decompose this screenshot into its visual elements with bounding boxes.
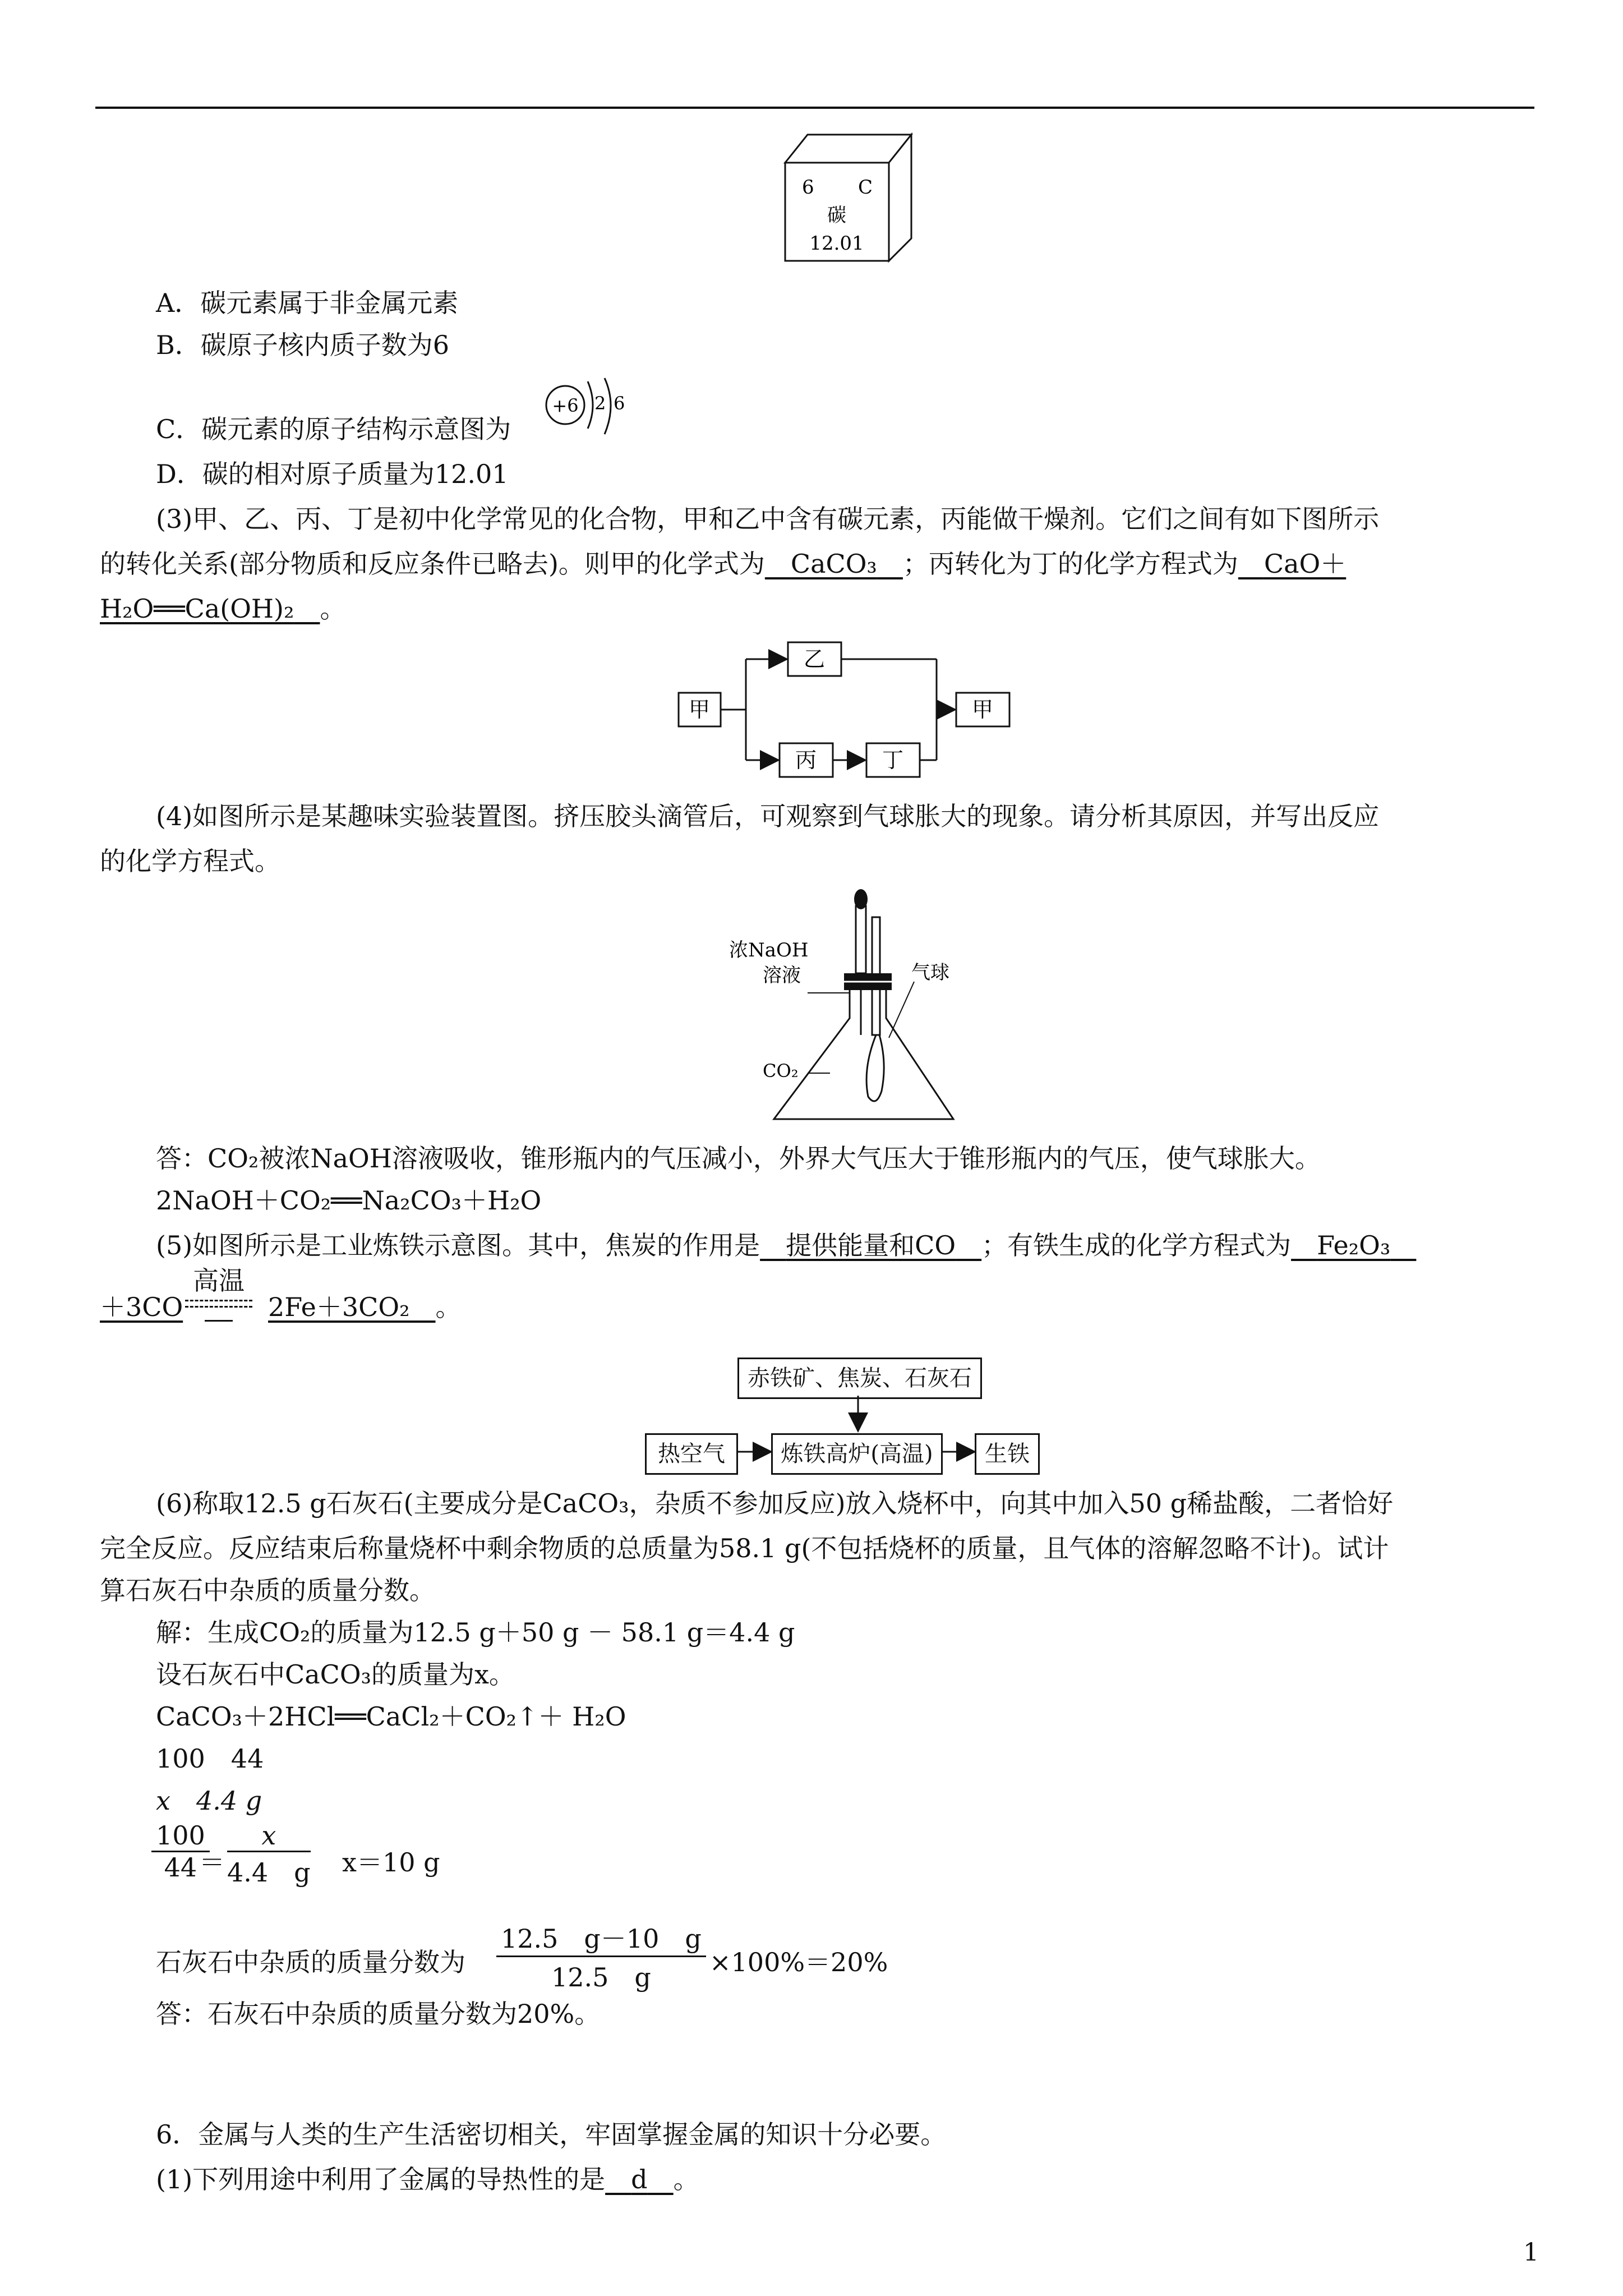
element-mass: 12.01 [809, 232, 864, 255]
q6-fraction-2-den: 4.4 g [227, 1857, 311, 1888]
q4-line2: 的化学方程式。 [100, 846, 280, 876]
element-symbol: C [858, 176, 873, 199]
atom-shell-2: 6 [614, 393, 625, 414]
flow1-jia-left: 甲 [688, 697, 711, 722]
flow2-raw-materials: 赤铁矿、焦炭、石灰石 [737, 1358, 982, 1399]
atom-nucleus: +6 [552, 395, 579, 416]
flow-diagram-1 [673, 637, 1021, 783]
q6-solution-5: x 4.4 g [156, 1786, 262, 1816]
flow1-ding: 丁 [882, 748, 904, 772]
q6-fraction-3-den: 12.5 g [551, 1962, 651, 1993]
apparatus-label-co2: CO₂ [763, 1060, 799, 1082]
atom-structure-diagram [538, 376, 639, 449]
element-number: 6 [802, 176, 814, 199]
q6-fraction-3-num: 12.5 g－10 g [496, 1918, 706, 1957]
q6-solution-7-post: ×100%＝20% [709, 1947, 888, 1977]
q6b-sub1: (1)下列用途中利用了金属的导热性的是__d__。 [156, 2164, 699, 2194]
option-a: A．碳元素属于非金属元素 [156, 288, 459, 318]
q6-solution-1: 解：生成CO₂的质量为12.5 g＋50 g － 58.1 g＝4.4 g [156, 1617, 795, 1648]
q6-line1: (6)称取12.5 g石灰石(主要成分是CaCO₃，杂质不参加反应)放入烧杯中，向其中加入50 g稀盐酸，二者恰好 [156, 1488, 1394, 1519]
q3-answer2a: __CaO＋ [1238, 549, 1347, 579]
element-name: 碳 [827, 204, 846, 227]
q6-fraction-3 [496, 1918, 706, 1994]
apparatus-label-naoh-2: 溶液 [763, 964, 801, 987]
q5-line2 [100, 1290, 183, 1324]
q5-answer2c: 2Fe＋3CO₂ [268, 1292, 410, 1322]
apparatus-label-naoh-1: 浓NaOH [729, 939, 809, 961]
flow1-yi: 乙 [803, 647, 826, 671]
apparatus-label-balloon: 气球 [911, 961, 949, 984]
apparatus-diagram [729, 884, 998, 1125]
flow1-jia-right: 甲 [971, 697, 994, 722]
q6-line3: 算石灰石中杂质的质量分数。 [100, 1575, 435, 1605]
q3-line1: (3)甲、乙、丙、丁是初中化学常见的化合物，甲和乙中含有碳元素，丙能做干燥剂。它们之间有如下图所示 [156, 504, 1380, 534]
q3-line2-pre: 的转化关系(部分物质和反应条件已略去)。则甲的化学式为 [100, 549, 765, 579]
q5-line1-pre: (5)如图所示是工业炼铁示意图。其中，焦炭的作用是 [156, 1230, 760, 1260]
q5-answer2b: ＋3CO [100, 1292, 183, 1322]
flow1-bing: 丙 [795, 748, 817, 772]
q6-solution-2: 设石灰石中CaCO₃的质量为x。 [156, 1659, 515, 1690]
q5-line1-mid: ；有铁生成的化学方程式为 [981, 1230, 1292, 1260]
top-rule [95, 107, 1534, 109]
q6-fraction-1-num: 100 [151, 1820, 210, 1852]
q6-line2: 完全反应。反应结束后称量烧杯中剩余物质的总质量为58.1 g(不包括烧杯的质量，且气体的溶解忽略不计)。试计 [100, 1533, 1389, 1563]
q3-answer1: __CaCO₃__ [764, 549, 903, 579]
q3-line2-mid: ；丙转化为丁的化学方程式为 [902, 549, 1238, 579]
atom-shell-1: 2 [594, 393, 606, 414]
q6b-sub1-answer: __d__ [605, 2164, 674, 2194]
page-number: 1 [1523, 2238, 1539, 2267]
flow2-hot-air: 热空气 [645, 1433, 738, 1475]
q6-result-x: x＝10 g [342, 1847, 440, 1878]
q5-answer2a: __Fe₂O₃__ [1291, 1230, 1417, 1260]
q4-line1: (4)如图所示是某趣味实验装置图。挤压胶头滴管后，可观察到气球胀大的现象。请分析其原因，并写出反应 [156, 801, 1380, 831]
option-b: B．碳原子核内质子数为6 [156, 330, 450, 360]
q3-line3: H₂O══Ca(OH)₂__。 [100, 593, 346, 624]
q6b-title: 6．金属与人类的生产生活密切相关，牢固掌握金属的知识十分必要。 [156, 2119, 947, 2150]
q5-condition [185, 1265, 252, 1322]
flow2-furnace: 炼铁高炉(高温) [771, 1433, 943, 1475]
option-c: C．碳元素的原子结构示意图为 [156, 414, 511, 444]
q3-answer2b: H₂O══Ca(OH)₂ [100, 593, 294, 624]
q6-answer: 答：石灰石中杂质的质量分数为20%。 [156, 1999, 601, 2029]
q4-answer-equation: 2NaOH＋CO₂══Na₂CO₃＋H₂O [156, 1185, 542, 1216]
q4-answer-line1: 答：CO₂被浓NaOH溶液吸收，锥形瓶内的气压减小，外界大气压大于锥形瓶内的气压，使气球胀大。 [156, 1143, 1321, 1174]
q5-condition-text: 高温 [193, 1266, 245, 1296]
q6-solution-7-pre: 石灰石中杂质的质量分数为 [156, 1947, 465, 1977]
q5-answer1: __提供能量和CO__ [760, 1230, 982, 1260]
q6-solution-3: CaCO₃＋2HCl══CaCl₂＋CO₂↑＋ H₂O [156, 1701, 626, 1732]
flow2-pig-iron: 生铁 [975, 1433, 1040, 1475]
q3-line2 [100, 547, 1346, 581]
q6-solution-4: 100 44 [156, 1743, 264, 1774]
q5-line1 [156, 1228, 1416, 1262]
option-d: D．碳的相对原子质量为12.01 [156, 459, 509, 489]
q6-fraction-1-den: 44 [164, 1852, 197, 1883]
element-card [780, 129, 920, 264]
q6-fraction-2-num: x [227, 1820, 311, 1852]
q5-line2-rest: 2Fe＋3CO₂__。 [268, 1292, 462, 1322]
q6-fraction-2 [227, 1820, 311, 1889]
